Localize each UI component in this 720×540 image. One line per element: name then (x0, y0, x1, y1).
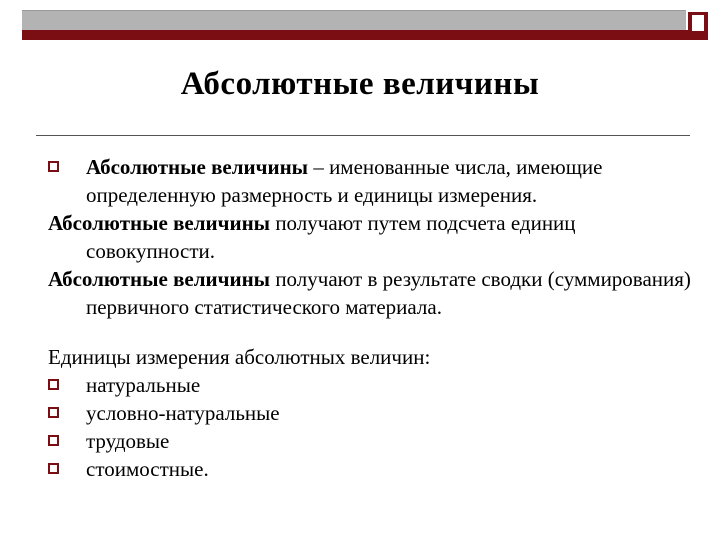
title-divider (36, 135, 690, 136)
list-item (48, 371, 698, 399)
paragraph-counting (48, 209, 698, 265)
paragraph-text: получают путем подсчета единиц совокупности. (86, 211, 576, 263)
term: Абсолютные величины (48, 267, 271, 291)
list-item-label: условно-натуральные (86, 401, 280, 425)
units-heading: Единицы измерения абсолютных величин: (48, 345, 431, 369)
slide-title: Абсолютные величины (180, 66, 540, 102)
square-bullet-icon (48, 379, 59, 390)
header-corner-square-inner (691, 14, 705, 32)
list-item-label: натуральные (86, 373, 201, 397)
spacer (48, 321, 698, 343)
definition-paragraph (48, 153, 698, 209)
list-item (48, 427, 698, 455)
definition-text: – именованные числа, имеющие определенную размерность и единицы измерения. (86, 155, 603, 207)
square-bullet-icon (48, 435, 59, 446)
list-item (48, 455, 698, 483)
slide-content (48, 153, 698, 483)
square-bullet-icon (48, 407, 59, 418)
square-bullet-icon (48, 463, 59, 474)
paragraph-summary (48, 265, 698, 321)
list-item (48, 399, 698, 427)
square-bullet-icon (48, 161, 59, 172)
paragraph-text: получают в результате сводки (суммирования) первичного статистического материала. (86, 267, 691, 319)
term: Абсолютные величины (86, 155, 309, 179)
list-item-label: стоимостные. (86, 457, 209, 481)
list-item-label: трудовые (86, 429, 170, 453)
header-accent-bar (22, 30, 708, 40)
term: Абсолютные величины (48, 211, 271, 235)
